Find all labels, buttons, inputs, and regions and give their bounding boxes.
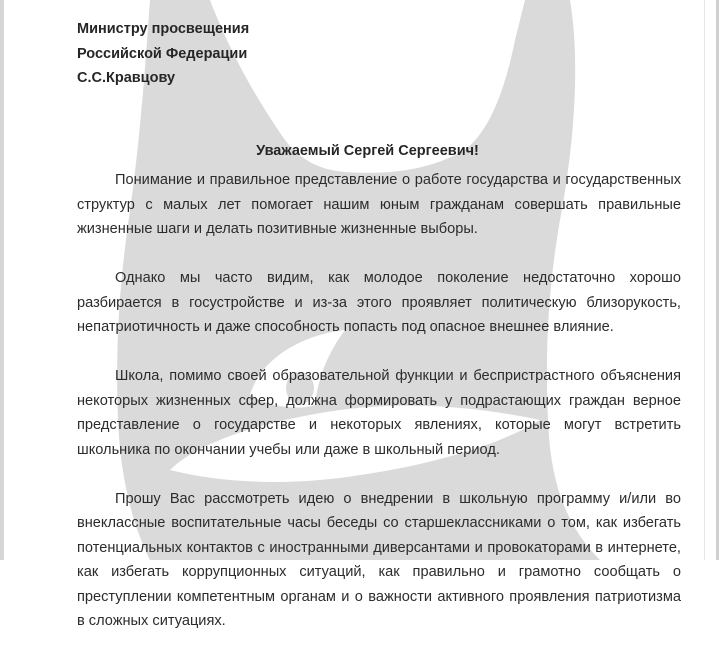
addressee-line-1: Министру просвещения bbox=[77, 21, 250, 37]
paragraph-3: Школа, помимо своей образовательной функции и беспристрастного объяснения некоторых жизненных сфер, должна формировать у подрастающих граждан верное представление о государстве и некоторых явлениях, которые могут встретить школьника по окончании учебы или даже в школьный период. bbox=[77, 368, 681, 458]
paragraph-4: Прошу Вас рассмотреть идею о внедрении в школьную программу и/или во внеклассные воспитательные часы беседы со старшеклассниками о том, как избегать потенциальных контактов с иностранными диверсантами и провокаторами в интернете, как избегать коррупционных ситуаций, как правильно и грамотно сообщать о преступлении компетентным органам и о важности активного проявления патриотизма в сложных ситуациях. bbox=[77, 490, 681, 629]
addressee-line-3: С.С.Кравцову bbox=[77, 70, 176, 86]
letter-body bbox=[77, 168, 681, 658]
paragraph-1: Понимание и правильное представление о работе государства и государственных структур с малых лет помогает нашим юным гражданам совершать правильные жизненные шаги и делать позитивные жизненные выборы. bbox=[77, 172, 681, 237]
addressee-block bbox=[77, 17, 249, 91]
paragraph-2: Однако мы часто видим, как молодое поколение недостаточно хорошо разбирается в госустройстве и из-за этого проявляет политическую близорукость, непатриотичность и даже способность попасть под опасное внешнее влияние. bbox=[77, 270, 681, 335]
salutation: Уважаемый Сергей Сергеевич! bbox=[256, 143, 479, 159]
addressee-line-2: Российской Федерации bbox=[77, 45, 248, 62]
